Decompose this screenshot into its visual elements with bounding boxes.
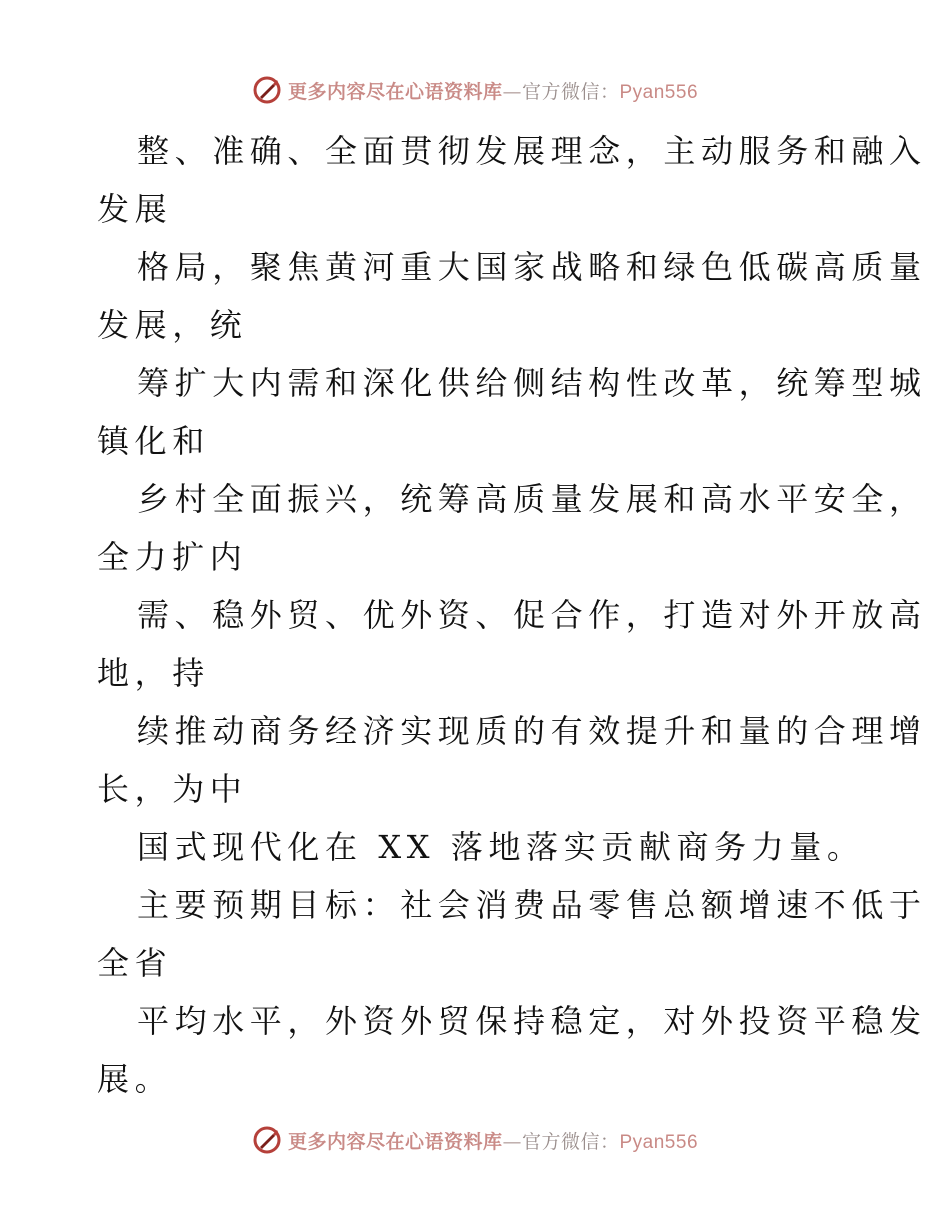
watermark-separator: — [502,1130,522,1153]
text-line: 格局，聚焦黄河重大国家战略和绿色低碳高质量 [137,248,927,286]
watermark-brand: 更多内容尽在心语资料库 [287,1130,503,1153]
text-line: 主要预期目标：社会消费品零售总额增速不低于 [137,886,927,924]
watermark-account: Pyan556 [619,1131,699,1153]
quill-circle-logo-icon [252,75,282,105]
footer-watermark [0,1122,950,1158]
document-body [97,122,927,1108]
watermark-line [288,77,698,104]
text-line: 整、准确、全面贯彻发展理念，主动服务和融入 [137,132,927,170]
text-line: 长，为中 [97,770,248,808]
header-watermark [0,72,950,108]
watermark-account: Pyan556 [619,81,699,103]
text-line: 镇化和 [97,422,210,460]
text-line: 发展，统 [97,306,248,344]
text-line: 全力扩内 [97,538,248,576]
text-line: 乡村全面振兴，统筹高质量发展和高水平安全， [137,480,927,518]
watermark-label: 官方微信： [521,80,620,103]
watermark-separator: — [502,80,522,103]
text-line: 续推动商务经济实现质的有效提升和量的合理增 [137,712,927,750]
text-line: 筹扩大内需和深化供给侧结构性改革，统筹型城 [137,364,927,402]
text-line: 需、稳外贸、优外资、促合作，打造对外开放高 [137,596,927,634]
quill-circle-logo-icon [252,1125,282,1155]
text-line: 国式现代化在 XX 落地落实贡献商务力量。 [137,828,865,866]
text-line: 发展 [97,190,173,228]
text-line: 地，持 [97,654,210,692]
text-line: 平均水平，外资外贸保持稳定，对外投资平稳发 [137,1002,927,1040]
watermark-brand: 更多内容尽在心语资料库 [287,80,503,103]
text-line: 全省 [97,944,173,982]
watermark-label: 官方微信： [521,1130,620,1153]
text-line: 展。 [97,1060,173,1098]
watermark-line [288,1127,698,1154]
